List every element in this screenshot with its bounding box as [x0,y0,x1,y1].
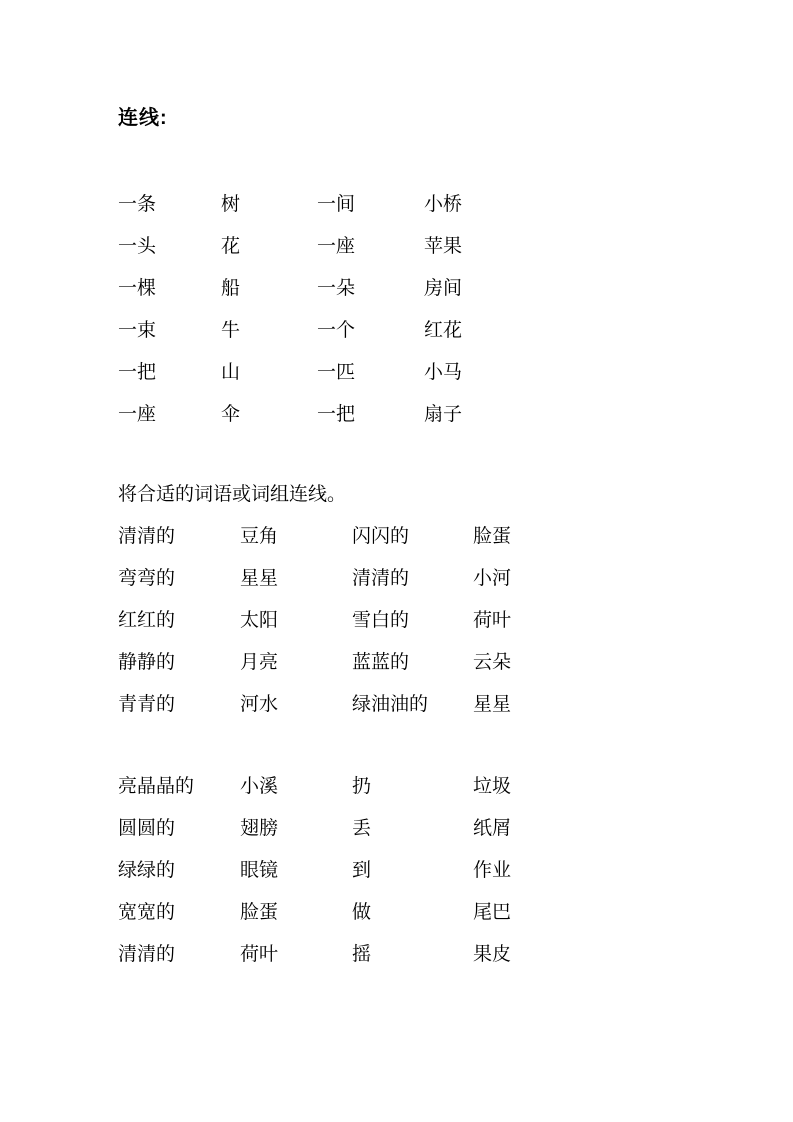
word-cell: 荷叶 [473,609,512,631]
word-cell: 小桥 [424,193,463,215]
word-cell: 星星 [240,567,279,589]
word-row [118,513,511,555]
word-cell: 一棵 [118,277,157,299]
word-cell: 雪白的 [352,609,410,631]
word-row [118,555,511,597]
word-cell: 一座 [317,235,356,257]
matching-table-adjectives [118,513,511,723]
word-cell: 静静的 [118,651,176,673]
word-cell: 垃圾 [473,775,512,797]
word-cell: 扔 [352,775,372,797]
word-row [118,265,462,307]
word-row [118,639,511,681]
word-cell: 尾巴 [473,901,512,923]
word-cell: 一间 [317,193,356,215]
word-cell: 房间 [424,277,463,299]
word-cell: 红红的 [118,609,176,631]
word-cell: 小溪 [240,775,279,797]
word-row [118,931,511,973]
word-cell: 一束 [118,319,157,341]
word-row [118,763,511,805]
word-cell: 一个 [317,319,356,341]
word-cell: 弯弯的 [118,567,176,589]
word-cell: 翅膀 [240,817,279,839]
word-cell: 纸屑 [473,817,512,839]
word-cell: 云朵 [473,651,512,673]
word-cell: 一匹 [317,361,356,383]
word-cell: 脸蛋 [473,525,512,547]
word-cell: 月亮 [240,651,279,673]
word-cell: 清清的 [118,943,176,965]
word-cell: 到 [352,859,372,881]
word-cell: 太阳 [240,609,279,631]
word-cell: 脸蛋 [240,901,279,923]
word-cell: 一把 [118,361,157,383]
word-cell: 一头 [118,235,157,257]
word-row [118,805,511,847]
word-cell: 小河 [473,567,512,589]
word-cell: 树 [221,193,241,215]
word-row [118,681,511,723]
word-cell: 河水 [240,693,279,715]
word-row [118,391,462,433]
word-cell: 圆圆的 [118,817,176,839]
word-cell: 摇 [352,943,372,965]
word-cell: 亮晶晶的 [118,775,195,797]
word-cell: 丢 [352,817,372,839]
word-cell: 红花 [424,319,463,341]
word-cell: 山 [221,361,241,383]
word-row [118,223,462,265]
word-row [118,889,511,931]
word-cell: 豆角 [240,525,279,547]
word-cell: 清清的 [118,525,176,547]
word-cell: 扇子 [424,403,463,425]
word-cell: 作业 [473,859,512,881]
word-cell: 绿绿的 [118,859,176,881]
word-cell: 苹果 [424,235,463,257]
word-cell: 蓝蓝的 [352,651,410,673]
word-row [118,597,511,639]
word-cell: 星星 [473,693,512,715]
word-cell: 一朵 [317,277,356,299]
word-row [118,349,462,391]
word-cell: 牛 [221,319,241,341]
word-cell: 船 [221,277,241,299]
word-row [118,181,462,223]
word-cell: 宽宽的 [118,901,176,923]
word-cell: 眼镜 [240,859,279,881]
word-cell: 绿油油的 [352,693,429,715]
word-row [118,307,462,349]
word-cell: 闪闪的 [352,525,410,547]
word-cell: 荷叶 [240,943,279,965]
worksheet-title: 连线: [118,107,168,129]
matching-table-adjectives-verbs [118,763,511,973]
word-cell: 一把 [317,403,356,425]
word-cell: 做 [352,901,372,923]
section2-heading: 将合适的词语或词组连线。 [118,484,347,505]
word-cell: 一座 [118,403,157,425]
word-cell: 伞 [221,403,241,425]
word-cell: 青青的 [118,693,176,715]
matching-table-measure-words [118,181,462,433]
word-cell: 一条 [118,193,157,215]
word-cell: 清清的 [352,567,410,589]
word-cell: 小马 [424,361,463,383]
word-cell: 果皮 [473,943,512,965]
word-cell: 花 [221,235,241,257]
word-row [118,847,511,889]
